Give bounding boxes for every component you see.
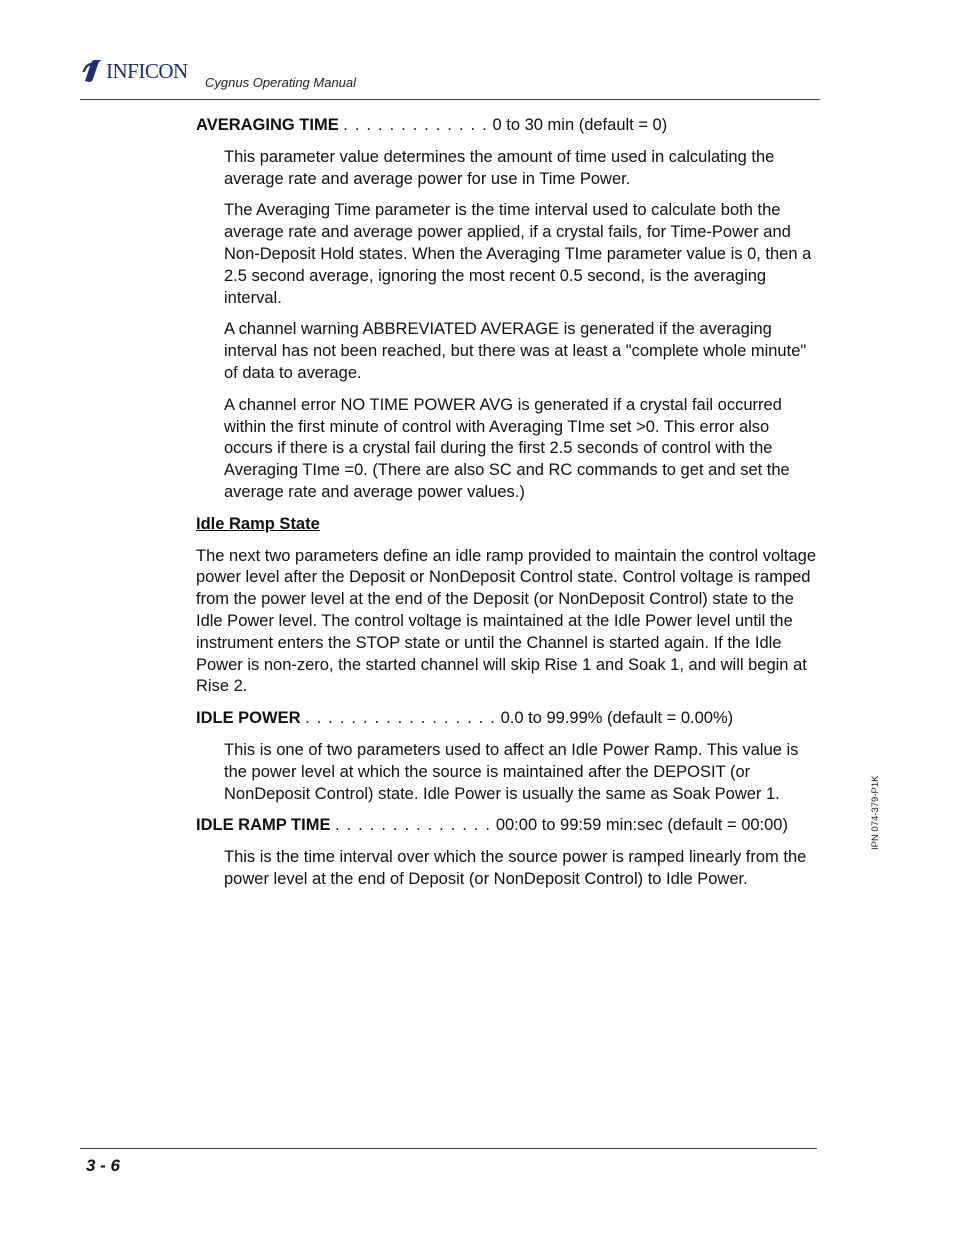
ipn-label: IPN 074-379-P1K bbox=[870, 775, 881, 850]
idle-power-name: IDLE POWER bbox=[196, 709, 301, 728]
manual-title: Cygnus Operating Manual bbox=[205, 75, 357, 90]
idle-power-param bbox=[196, 708, 816, 730]
inficon-logo-mark-icon bbox=[82, 59, 104, 83]
averaging-time-paragraph: The Averaging Time parameter is the time interval used to calculate both the average rate and average power applied, if a crystal fails, for Time-Power and Non-Deposit Hold states. When the Averaging TIme parameter value is 0, then a 2.5 second average, ignoring the most recent 0.5 second, is the averaging interval. bbox=[224, 201, 812, 307]
averaging-time-paragraph: A channel warning ABBREVIATED AVERAGE is generated if the averaging interval has not been reached, but there was at least a "complete whole minute" of data to average. bbox=[224, 320, 807, 382]
averaging-time-paragraph: This parameter value determines the amount of time used in calculating the average rate and average power for use in Time Power. bbox=[224, 147, 775, 188]
footer-divider bbox=[80, 1148, 817, 1149]
idle-ramp-state-heading: Idle Ramp State bbox=[196, 514, 320, 533]
leader-dots: . . . . . . . . . . . . . . . . . bbox=[305, 709, 496, 728]
idle-power-range: 0.0 to 99.99% (default = 0.00%) bbox=[500, 709, 734, 728]
averaging-time-param bbox=[196, 115, 816, 137]
idle-ramp-time-description: This is the time interval over which the source power is ramped linearly from the power level at the end of Deposit (or NonDeposit Control) to Idle Power. bbox=[224, 848, 807, 888]
inficon-logo-text: INFICON bbox=[106, 58, 188, 83]
inficon-logo bbox=[82, 58, 188, 84]
idle-ramp-time-name: IDLE RAMP TIME bbox=[196, 816, 331, 835]
idle-power-description: This is one of two parameters used to affect an Idle Power Ramp. This value is the power level at which the source is maintained after the DEPOSIT (or NonDeposit Control) state. Idle Power is usually the same as Soak Power 1. bbox=[224, 740, 799, 803]
leader-dots: . . . . . . . . . . . . . bbox=[343, 116, 488, 134]
leader-dots: . . . . . . . . . . . . . . bbox=[335, 816, 492, 835]
page-content bbox=[196, 115, 816, 901]
averaging-time-name: AVERAGING TIME bbox=[196, 116, 339, 134]
idle-ramp-time-range: 00:00 to 99:59 min:sec (default = 00:00) bbox=[495, 816, 788, 835]
idle-ramp-state-intro: The next two parameters define an idle ramp provided to maintain the control voltage power level after the Deposit or NonDeposit Control state. Control voltage is ramped from the power level at the end of the Deposit (or NonDeposit Control) state to the Idle Power level. The control voltage is maintained at the Idle Power level until the instrument enters the STOP state or until the Channel is started again. If the Idle Power is non-zero, the started channel will skip Rise 1 and Soak 1, and will begin at Rise 2. bbox=[196, 546, 817, 696]
averaging-time-range: 0 to 30 min (default = 0) bbox=[492, 116, 668, 134]
idle-ramp-time-param bbox=[196, 815, 816, 837]
page-number: 3 - 6 bbox=[86, 1156, 121, 1175]
averaging-time-paragraph: A channel error NO TIME POWER AVG is generated if a crystal fail occurred within the first minute of control with Averaging TIme set >0. This error also occurs if there is a crystal fail during the first 2.5 seconds of control with the Averaging TIme =0. (There are also SC and RC commands to get and set the average rate and average power values.) bbox=[224, 395, 790, 501]
header-divider bbox=[80, 99, 820, 100]
